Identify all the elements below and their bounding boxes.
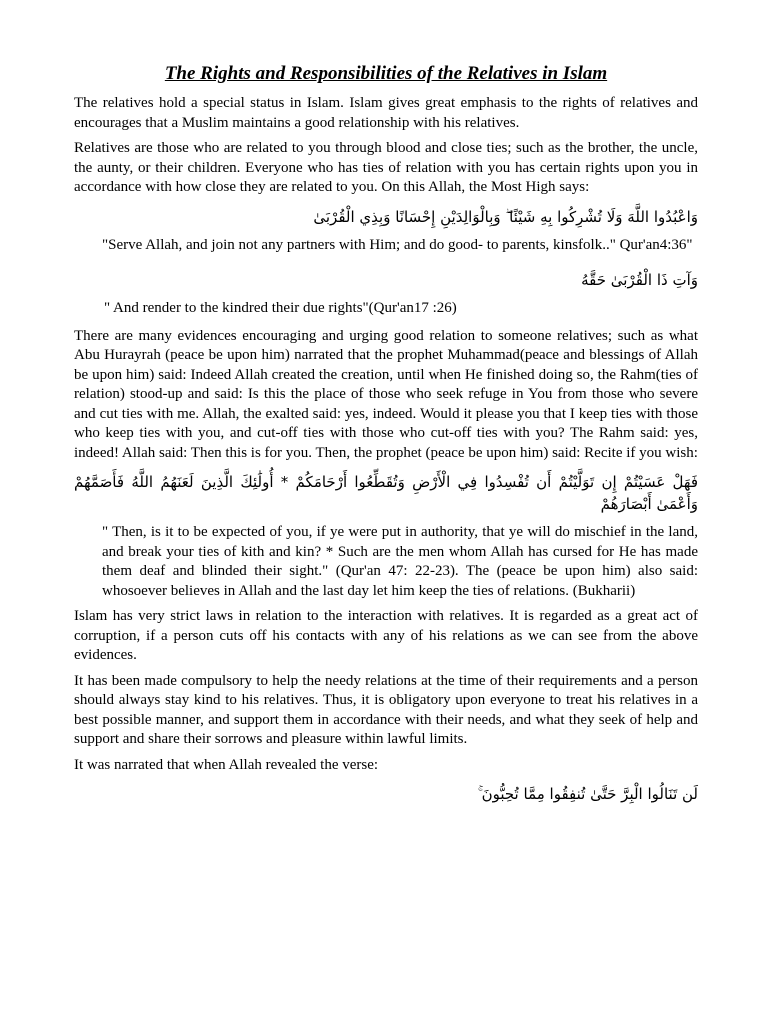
paragraph-strict-laws: Islam has very strict laws in relation to the interaction with relatives. It is regarded as a great act of corruption, if a person cuts off his contacts with any of his relations as we can see from the above evidences. — [74, 608, 698, 663]
quote-quran-47-22-23: " Then, is it to be expected of you, if ye were put in authority, that ye will do mischief in the land, and break your ties of kith and kin? * Such are the men whom Allah has cursed for He has made them deaf and blinded their sight." (Qur'an 47: 22-23). The (peace be upon him) also said: whosoever believes in Allah and the last day let him keep the ties of relations. (Bukharii) — [102, 524, 698, 599]
arabic-verse-2: وَآتِ ذَا الْقُرْبَىٰ حَقَّهُ — [581, 271, 698, 289]
paragraph-relatives-definition: Relatives are those who are related to you through blood and close ties; such as the brother, the uncle, the aunty, or their children. Everyone who has ties of relation with you has certain rights upon you in accordance with how close they are related to you. On this Allah, the Most High says: — [74, 140, 698, 195]
arabic-verse-4: لَن تَنَالُوا الْبِرَّ حَتَّىٰ تُنفِقُوا مِمَّا تُحِبُّونَ ۚ — [477, 785, 698, 803]
paragraph-compulsory-help: It has been made compulsory to help the needy relations at the time of their requirements and a person should always stay kind to his relatives. Thus, it is obligatory upon everyone to treat his relatives in a best possible manner, and support them in accordance with their needs, and what they seek of help and support and share their sorrows and pleasure within lawful limits. — [74, 672, 698, 747]
arabic-verse-3: فَهَلْ عَسَيْتُمْ إِن تَوَلَّيْتُمْ أَن تُفْسِدُوا فِي الْأَرْضِ وَتُقَطِّعُوا أَرْحَامَكُمْ * أُولَٰئِكَ الَّذِينَ لَعَنَهُمُ اللَّهُ فَأَصَمَّهُمْ وَأَعْمَىٰ أَبْصَارَهُمْ — [74, 473, 698, 513]
paragraph-evidences: There are many evidences encouraging and urging good relation to someone relatives; such as what Abu Hurayrah (peace be upon him) narrated that the prophet Muhammad(peace and blessings of Allah be upon him) said: Indeed Allah created the creation, until when He finished doing so, the Rahm(ties of relation) stood-up and said: Is this the place of those who seek refuge in You from those who severe and cut ties with me. Allah, the exalted said: yes, indeed. Would it please you that I keep ties with those who keep ties with you, and cut-off ties with those who cut-off ties with you? The Rahm said: yes, indeed! Allah said: Then this is for you. Then, the prophet (peace be upon him) said: Recite if you wish: — [74, 327, 698, 461]
arabic-verse-1: وَاعْبُدُوا اللَّهَ وَلَا تُشْرِكُوا بِهِ شَيْئًا ۖ وَبِالْوَالِدَيْنِ إِحْسَانًا وَبِذِي الْقُرْبَىٰ — [313, 207, 698, 226]
paragraph-intro: The relatives hold a special status in Islam. Islam gives great emphasis to the rights of relatives and encourages that a Muslim maintains a good relationship with his relatives. — [74, 95, 698, 131]
paragraph-narration: It was narrated that when Allah revealed the verse: — [74, 756, 379, 773]
document-title: The Rights and Responsibilities of the Relatives in Islam — [164, 63, 608, 84]
quote-quran-4-36: "Serve Allah, and join not any partners with Him; and do good- to parents, kinsfolk.." Qur'an4:36" — [102, 236, 693, 253]
quote-quran-17-26: " And render to the kindred their due rights"(Qur'an17 :26) — [104, 300, 457, 316]
